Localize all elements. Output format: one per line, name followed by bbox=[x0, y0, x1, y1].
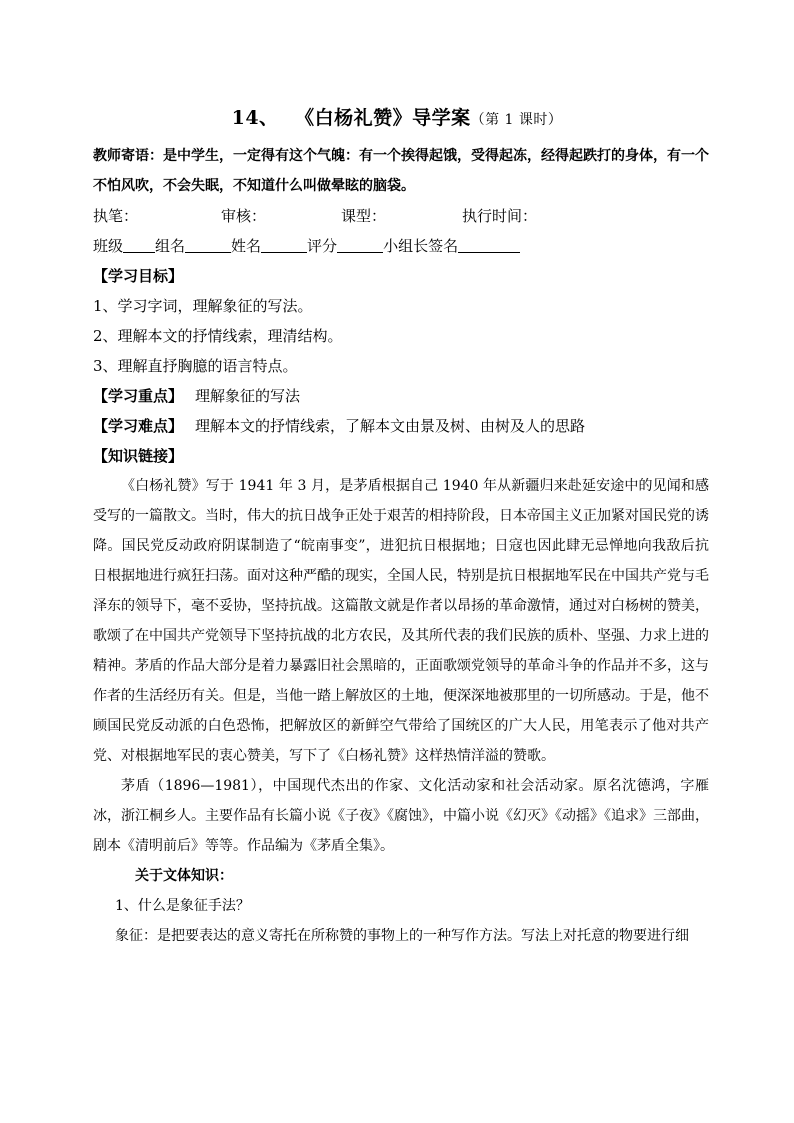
class-blank[interactable] bbox=[123, 234, 155, 253]
group-label: 组名 bbox=[155, 237, 186, 255]
group-blank[interactable] bbox=[185, 234, 231, 253]
score-label: 评分 bbox=[307, 237, 338, 255]
background-paragraph: 《白杨礼赞》写于 1941 年 3 月，是茅盾根据自己 1940 年从新疆归来赴延安途中的见闻和感受写的一篇散文。当时，伟大的抗日战争正处于艰苦的相持阶段，日本帝国主义正加紧对国民党的诱降。国民党反动政府阴谋制造了“皖南事变”，进犯抗日根据地；日寇也因此肆无忌惮地向我敌后抗日根据地进行疯狂扫荡。面对这种严酷的现实，全国人民，特别是抗日根据地军民在中国共产党与毛泽东的领导下，毫不妥协，坚持抗战。这篇散文就是作者以昂扬的革命激情，通过对白杨树的赞美，歌颂了在中国共产党领导下坚持抗战的北方农民，及其所代表的我们民族的质朴、坚强、力求上进的精神。茅盾的作品大部分是着力暴露旧社会黑暗的，正面歌颂党领导的革命斗争的作品并不多，这与作者的生活经历有关。但是，当他一踏上解放区的土地，便深深地被那里的一切所感动。于是，他不顾国民党反动派的白色恐怖，把解放区的新鲜空气带给了国统区的广大人民，用笔表示了他对共产党、对根据地军民的衷心赞美，写下了《白杨礼赞》这样热情洋溢的赞歌。 bbox=[93, 478, 709, 764]
author-paragraph: 茅盾（1896—1981），中国现代杰出的作家、文化活动家和社会活动家。原名沈德鸿，字雁冰，浙江桐乡人。主要作品有长篇小说《子夜》《腐蚀》，中篇小说《幻灭》《动摇》《追求》三部曲，剧本《清明前后》等等。作品编为《茅盾全集》。 bbox=[93, 778, 709, 854]
writer-label: 执笔： bbox=[93, 207, 139, 225]
document-body bbox=[93, 141, 709, 951]
focus-row bbox=[93, 381, 709, 411]
title-main: 《白杨礼赞》导学案 bbox=[304, 107, 471, 129]
class-label: 班级 bbox=[93, 237, 124, 255]
focus-heading: 【学习重点】 bbox=[93, 387, 184, 405]
name-blank[interactable] bbox=[261, 234, 307, 253]
goal-item: 3、理解直抒胸臆的语言特点。 bbox=[93, 357, 298, 375]
title-sub: （第 1 课时） bbox=[470, 112, 563, 128]
focus-text: 理解象征的写法 bbox=[195, 387, 301, 405]
question-item: 1、什么是象征手法？ bbox=[115, 898, 250, 914]
lesson-number: 14、 bbox=[231, 107, 279, 129]
goal-item: 2、理解本文的抒情线索，理清结构。 bbox=[93, 327, 343, 345]
reviewer-label: 审核： bbox=[221, 207, 267, 225]
symbol-definition: 象征：是把要表达的意义寄托在所称赞的事物上的一种写作方法。写法上对托意的物要进行细 bbox=[115, 928, 689, 944]
goals-heading: 【学习目标】 bbox=[93, 267, 184, 285]
difficulty-heading: 【学习难点】 bbox=[93, 417, 184, 435]
leader-blank[interactable] bbox=[458, 234, 520, 253]
knowledge-link-heading: 【知识链接】 bbox=[93, 447, 184, 465]
leader-label: 小组长签名 bbox=[383, 237, 459, 255]
difficulty-row bbox=[93, 411, 709, 441]
page-title bbox=[0, 103, 794, 130]
goal-item: 1、学习字词，理解象征的写法。 bbox=[93, 297, 313, 315]
name-label: 姓名 bbox=[231, 237, 262, 255]
difficulty-text: 理解本文的抒情线索，了解本文由景及树、由树及人的思路 bbox=[195, 417, 586, 435]
exec-time-label: 执行时间： bbox=[462, 207, 538, 225]
score-blank[interactable] bbox=[337, 234, 383, 253]
fill-in-row bbox=[93, 231, 709, 261]
teacher-message: 教师寄语：是中学生，一定得有这个气魄：有一个挨得起饿，受得起冻，经得起跌打的身体，有一个不怕风吹，不会失眠，不知道什么叫做晕眩的脑袋。 bbox=[93, 148, 709, 194]
lesson-type-label: 课型： bbox=[341, 207, 387, 225]
meta-row bbox=[93, 201, 709, 231]
genre-heading: 关于文体知识： bbox=[135, 868, 233, 884]
